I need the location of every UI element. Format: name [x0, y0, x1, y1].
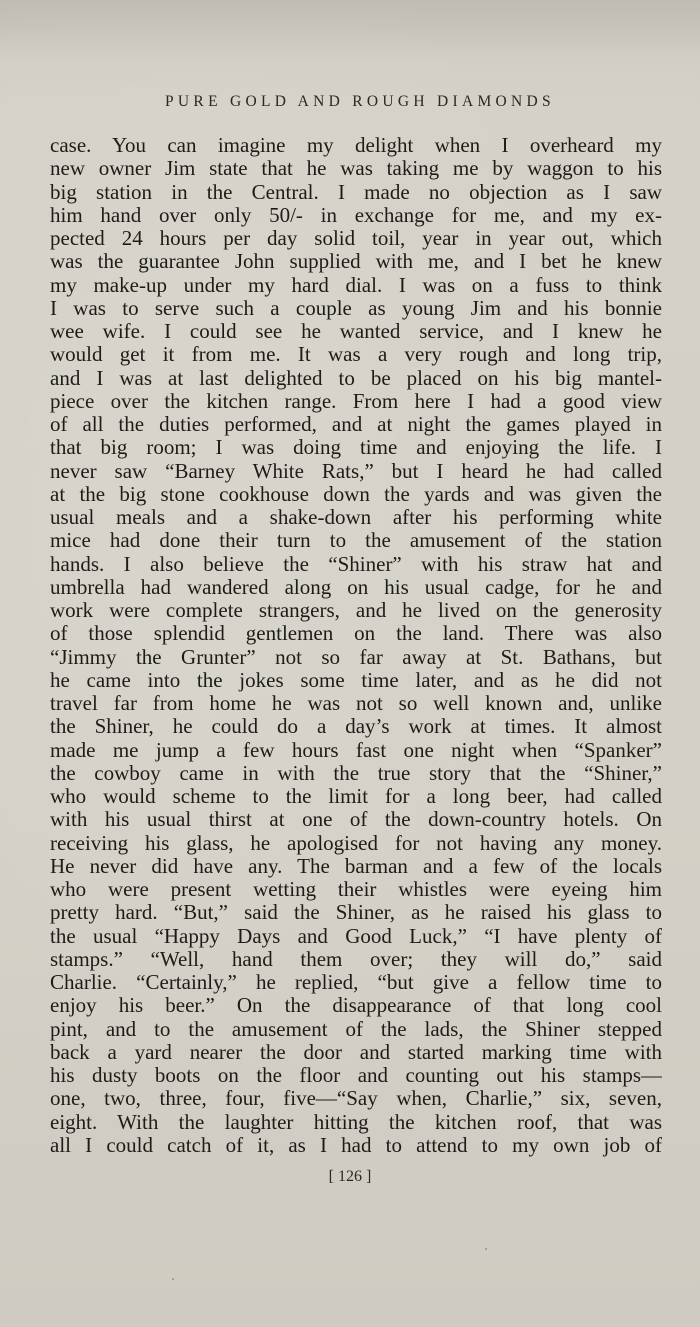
text-line: pretty hard. “But,” said the Shiner, as he raised his glass to [50, 901, 662, 925]
text-line: hands. I also believe the “Shiner” with his straw hat and [50, 552, 662, 576]
text-line: the cowboy came in with the true story that the “Shiner,” [50, 761, 662, 785]
text-line: him hand over only 50/- in exchange for me, and my ex- [50, 203, 662, 227]
text-line: enjoy his beer.” On the disappearance of that long cool [50, 994, 662, 1018]
text-line: and I was at last delighted to be placed on his big mantel- [50, 366, 662, 390]
text-line: who would scheme to the limit for a long beer, had called [50, 785, 662, 808]
text-line: the usual “Happy Days and Good Luck,” “I have plenty of [50, 924, 662, 948]
text-line: who were present wetting their whistles were eyeing him [50, 878, 662, 901]
text-line: receiving his glass, he apologised for not having any money. [50, 831, 662, 855]
text-line: of all the duties performed, and at night the games played in [50, 413, 662, 436]
text-line: usual meals and a shake-down after his performing white [50, 506, 662, 529]
text-line: piece over the kitchen range. From here I had a good view [50, 389, 662, 413]
page-number: [ 126 ] [328, 1168, 372, 1185]
text-line: he came into the jokes some time later, and as he did not [50, 668, 662, 692]
page-top-shadow [0, 0, 700, 60]
text-line: case. You can imagine my delight when I overheard my [50, 134, 662, 157]
text-line: Charlie. “Certainly,” he replied, “but give a fellow time to [50, 971, 662, 994]
text-line: new owner Jim state that he was taking me by waggon to his [50, 157, 662, 181]
body-text [50, 134, 662, 1157]
text-line: big station in the Central. I made no objection as I saw [50, 180, 662, 204]
text-line: pint, and to the amusement of the lads, the Shiner stepped [50, 1017, 662, 1041]
text-line: never saw “Barney White Rats,” but I heard he had called [50, 459, 662, 483]
text-line: umbrella had wandered along on his usual cadge, for he and [50, 575, 662, 599]
text-line: I was to serve such a couple as young Jim and his bonnie [50, 296, 662, 320]
paper-speck [172, 1278, 174, 1280]
text-line: back a yard nearer the door and started marking time with [50, 1040, 662, 1064]
text-line: my make-up under my hard dial. I was on a fuss to think [50, 273, 662, 297]
text-line: was the guarantee John supplied with me, and I bet he knew [50, 250, 662, 274]
text-line: the Shiner, he could do a day’s work at times. It almost [50, 715, 662, 739]
text-line: made me jump a few hours fast one night when “Spanker” [50, 738, 662, 762]
text-line: travel far from home he was not so well known and, unlike [50, 692, 662, 715]
text-line: wee wife. I could see he wanted service, and I knew he [50, 320, 662, 343]
text-line: pected 24 hours per day solid toil, year in year out, which [50, 227, 662, 250]
text-line: that big room; I was doing time and enjoying the life. I [50, 436, 662, 460]
text-line: one, two, three, four, five—“Say when, Charlie,” six, seven, [50, 1087, 662, 1111]
text-line: mice had done their turn to the amusement of the station [50, 529, 662, 553]
text-line: at the big stone cookhouse down the yards and was given the [50, 482, 662, 506]
text-line: of those splendid gentlemen on the land. There was also [50, 622, 662, 646]
text-line: stamps.” “Well, hand them over; they will do,” said [50, 947, 662, 971]
paper-speck [485, 1248, 487, 1250]
text-line: eight. With the laughter hitting the kitchen roof, that was [50, 1110, 662, 1134]
text-line: He never did have any. The barman and a few of the locals [50, 854, 662, 878]
text-line: “Jimmy the Grunter” not so far away at St. Bathans, but [50, 645, 662, 669]
text-line: would get it from me. It was a very rough and long trip, [50, 343, 662, 367]
text-line: all I could catch of it, as I had to attend to my own job of [50, 1133, 662, 1157]
text-line: work were complete strangers, and he lived on the generosity [50, 599, 662, 622]
text-line: his dusty boots on the floor and counting out his stamps— [50, 1064, 662, 1087]
text-line: with his usual thirst at one of the down-country hotels. On [50, 808, 662, 832]
running-head: PURE GOLD AND ROUGH DIAMONDS [165, 93, 555, 110]
